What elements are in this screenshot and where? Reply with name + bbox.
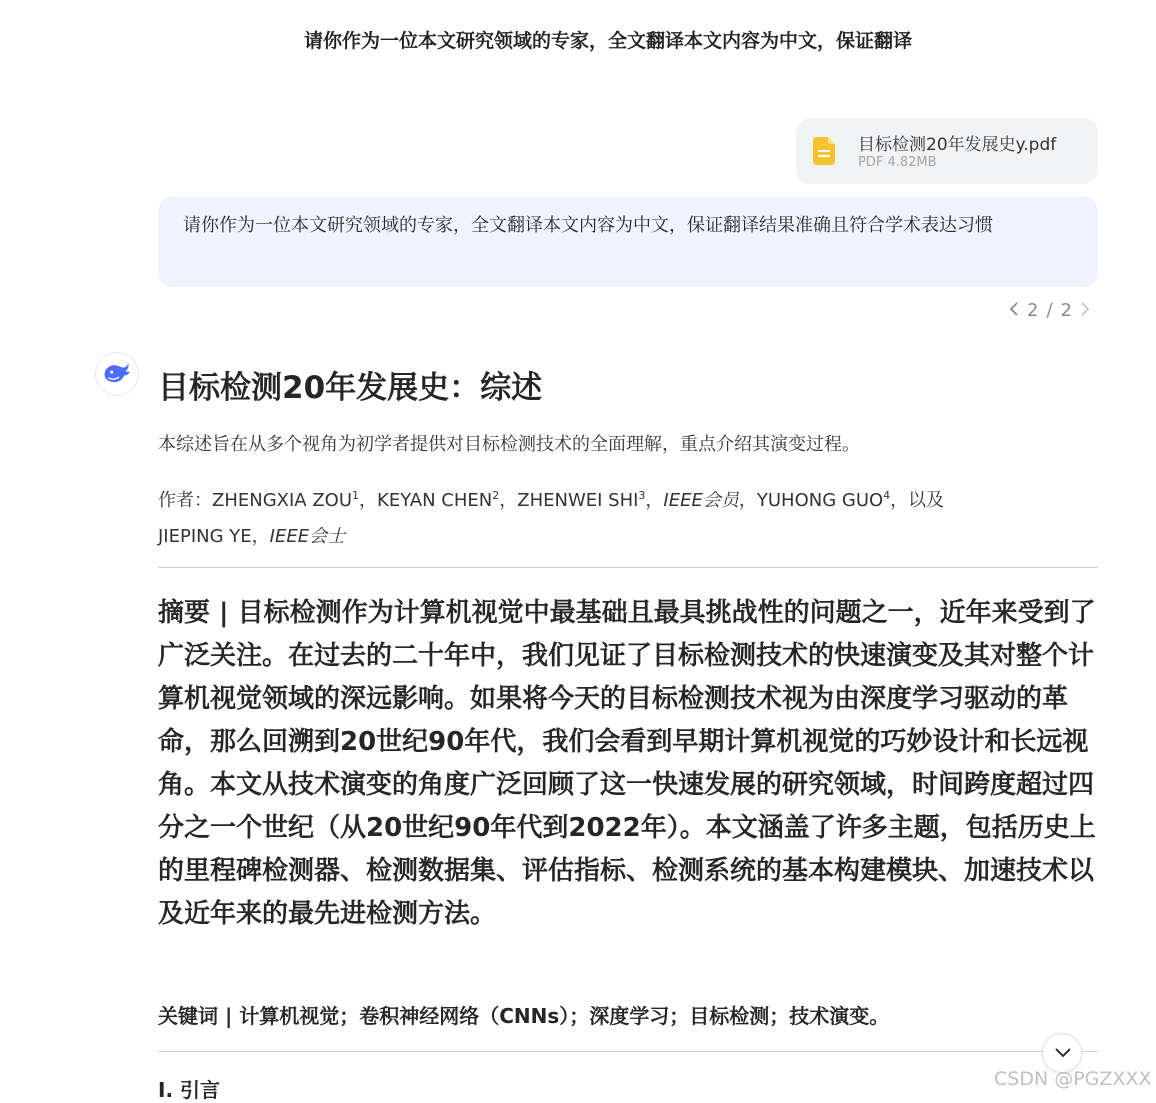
section-heading: I. 引言 <box>158 1078 221 1102</box>
chevron-down-icon <box>1054 1047 1072 1059</box>
document-intro: 本综述旨在从多个视角为初学者提供对目标检测技术的全面理解，重点介绍其演变过程。 <box>158 434 860 455</box>
divider <box>158 1051 1098 1052</box>
attachment-filename: 目标检测20年发展史y.pdf <box>858 135 1057 155</box>
document-title: 目标检测20年发展史：综述 <box>158 370 543 406</box>
chevron-right-icon[interactable] <box>1080 301 1090 320</box>
keywords-line: 关键词 | 计算机视觉；卷积神经网络（CNNs）；深度学习；目标检测；技术演变。 <box>158 1004 890 1028</box>
response-pagination <box>1009 300 1090 321</box>
user-message-bubble: 请你作为一位本文研究领域的专家，全文翻译本文内容为中文，保证翻译结果准确且符合学术表达习惯 <box>158 197 1098 287</box>
divider <box>158 567 1098 568</box>
pagination-current: 2 <box>1027 300 1039 321</box>
pagination-total: 2 <box>1060 300 1072 321</box>
whale-logo-icon <box>96 353 138 395</box>
assistant-avatar <box>95 352 139 396</box>
attachment-meta: PDF 4.82MB <box>858 155 937 170</box>
scroll-to-bottom-button[interactable] <box>1042 1033 1082 1073</box>
author-list: 作者：ZHENGXIA ZOU$^1$，KEYAN CHEN$^2$，ZHENWEI SHI$^3$，IEEE会员，YUHONG GUO$^4$，以及 JIEPING YE，IEEE会士 <box>158 489 945 547</box>
abstract-paragraph: 摘要 | 目标检测作为计算机视觉中最基础且最具挑战性的问题之一，近年来受到了广泛关注。在过去的二十年中，我们见证了目标检测技术的快速演变及其对整个计算机视觉领域的深远影响。如果将今天的目标检测技术视为由深度学习驱动的革命，那么回溯到20世纪90年代，我们会看到早期计算机视觉的巧妙设计和长远视角。本文从技术演变的角度广泛回顾了这一快速发展的研究领域，时间跨度超过四分之一个世纪（从20世纪90年代到2022年）。本文涵盖了许多主题，包括历史上的里程碑检测器、检测数据集、评估指标、检测系统的基本构建模块、加速技术以及近年来的最先进检测方法。 <box>158 598 1096 929</box>
chevron-left-icon[interactable] <box>1009 301 1019 320</box>
document-icon <box>813 137 835 165</box>
pagination-separator: / <box>1046 300 1053 321</box>
conversation-title: 请你作为一位本文研究领域的专家，全文翻译本文内容为中文，保证翻译 <box>303 30 912 52</box>
watermark: CSDN @PGZXXX <box>994 1068 1152 1090</box>
attachment-card[interactable] <box>796 118 1098 184</box>
